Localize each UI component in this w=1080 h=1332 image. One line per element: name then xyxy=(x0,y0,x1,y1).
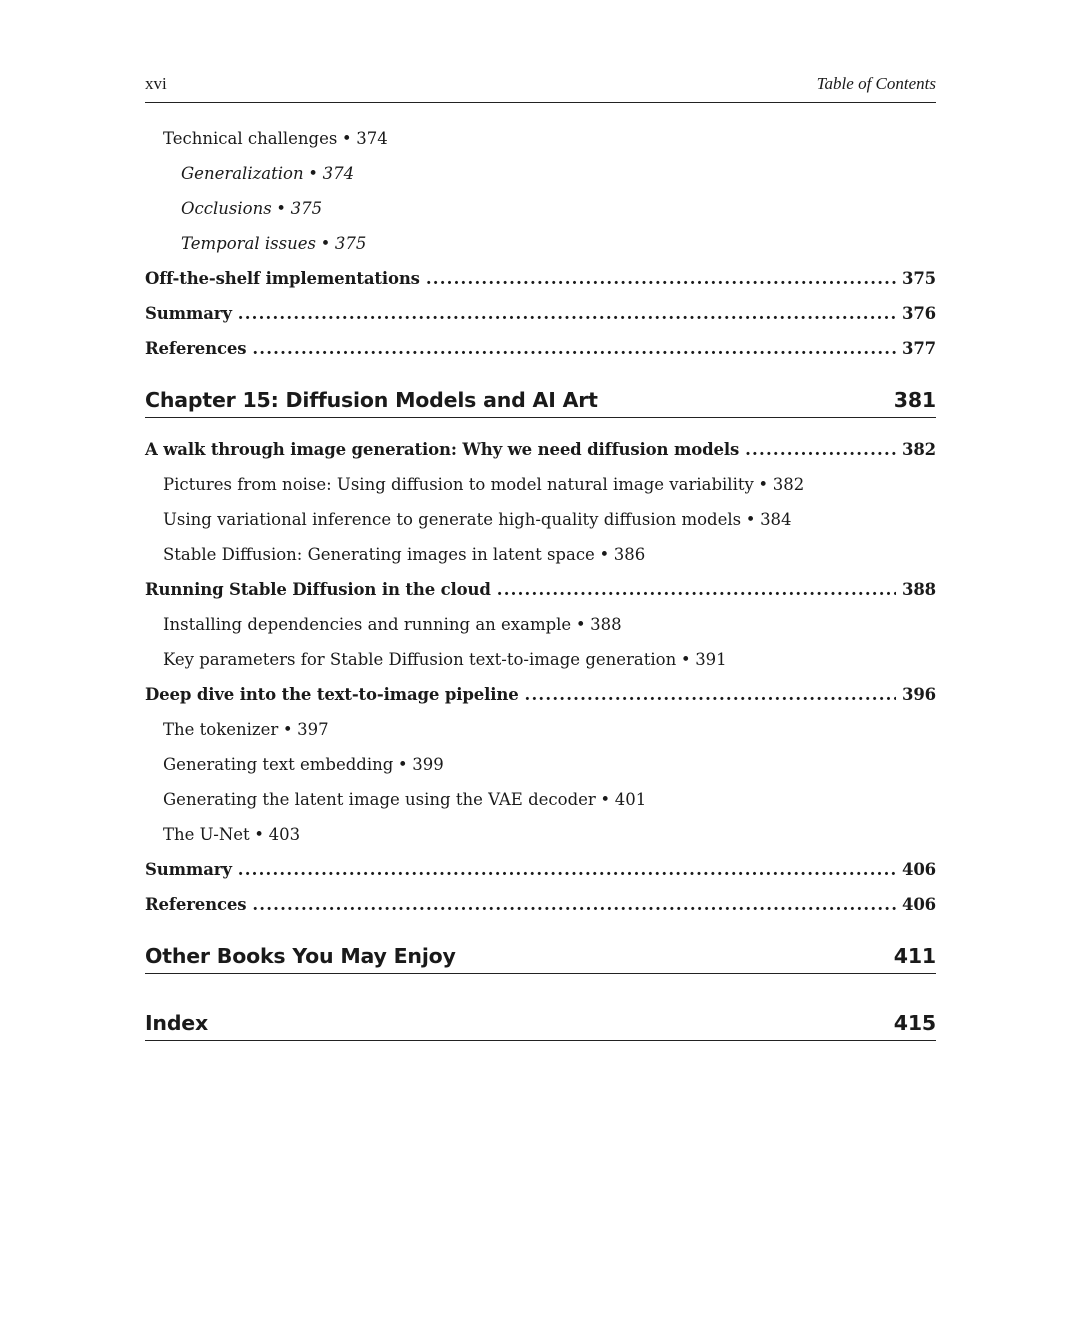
entry-title: Generalization xyxy=(181,164,304,183)
toc-entry-installing-dependencies[interactable] xyxy=(163,610,936,640)
toc-entry-vae-decoder[interactable] xyxy=(163,785,936,815)
entry-page: 406 xyxy=(902,895,936,914)
toc-entry-off-the-shelf[interactable] xyxy=(145,264,936,294)
chapter-page: 381 xyxy=(893,388,936,412)
running-title: Table of Contents xyxy=(816,74,936,93)
entry-page: 401 xyxy=(614,790,647,809)
toc-entry-deep-dive[interactable] xyxy=(145,680,936,710)
entry-title: Running Stable Diffusion in the cloud xyxy=(145,580,491,599)
entry-page: 375 xyxy=(902,269,936,288)
entry-title: Key parameters for Stable Diffusion text-to-image generation xyxy=(163,650,677,669)
bullet-separator: • xyxy=(282,720,293,739)
bullet-separator: • xyxy=(320,234,331,253)
toc-entry-references-prev[interactable] xyxy=(145,334,936,364)
running-header xyxy=(145,72,936,103)
toc-entry-variational-inference[interactable] xyxy=(163,505,936,535)
dot-leader xyxy=(238,855,896,885)
bullet-separator: • xyxy=(575,615,586,634)
bullet-separator: • xyxy=(600,790,611,809)
bullet-separator: • xyxy=(680,650,691,669)
chapter-page: 411 xyxy=(893,944,936,968)
entry-title: Pictures from noise: Using diffusion to model natural image variability xyxy=(163,475,754,494)
entry-title: A walk through image generation: Why we need diffusion models xyxy=(145,440,740,459)
entry-title: Generating text embedding xyxy=(163,755,394,774)
entry-title: Deep dive into the text-to-image pipeline xyxy=(145,685,519,704)
entry-title: Off-the-shelf implementations xyxy=(145,269,420,288)
entry-page: 375 xyxy=(290,199,323,218)
entry-title: Summary xyxy=(145,304,232,323)
heading-other-books[interactable] xyxy=(145,939,936,974)
toc-entry-occlusions[interactable] xyxy=(181,194,936,224)
entry-page: 375 xyxy=(334,234,367,253)
toc-entry-generalization[interactable] xyxy=(181,159,936,189)
toc-entry-pictures-from-noise[interactable] xyxy=(163,470,936,500)
entry-page: 382 xyxy=(902,440,936,459)
chapter-title: Chapter 15: Diffusion Models and AI Art xyxy=(145,388,598,412)
entry-page: 384 xyxy=(760,510,792,529)
toc-entry-running-in-cloud[interactable] xyxy=(145,575,936,605)
dot-leader xyxy=(238,299,896,329)
entry-page: 377 xyxy=(902,339,936,358)
entry-page: 382 xyxy=(772,475,805,494)
toc-entry-latent-space[interactable] xyxy=(163,540,936,570)
bullet-separator: • xyxy=(758,475,769,494)
toc-entry-technical-challenges[interactable] xyxy=(163,124,936,154)
heading-index[interactable] xyxy=(145,1006,936,1041)
entry-page: 399 xyxy=(412,755,444,774)
chapter-title: Other Books You May Enjoy xyxy=(145,944,456,968)
entry-page: 386 xyxy=(613,545,646,564)
bullet-separator: • xyxy=(341,129,352,148)
chapter-page: 415 xyxy=(893,1011,936,1035)
entry-title: Using variational inference to generate high-quality diffusion models xyxy=(163,510,742,529)
dot-leader xyxy=(745,435,896,465)
toc-entry-text-embedding[interactable] xyxy=(163,750,936,780)
entry-title: Installing dependencies and running an example xyxy=(163,615,572,634)
toc-entry-summary-ch15[interactable] xyxy=(145,855,936,885)
entry-page: 374 xyxy=(356,129,388,148)
entry-title: The tokenizer xyxy=(163,720,279,739)
toc-entry-key-parameters[interactable] xyxy=(163,645,936,675)
entry-title: Summary xyxy=(145,860,232,879)
page-folio: xvi xyxy=(145,74,167,93)
bullet-separator: • xyxy=(745,510,756,529)
toc-entry-temporal-issues[interactable] xyxy=(181,229,936,259)
toc-entry-references-ch15[interactable] xyxy=(145,890,936,920)
toc-entry-tokenizer[interactable] xyxy=(163,715,936,745)
dot-leader xyxy=(252,890,896,920)
dot-leader xyxy=(525,680,896,710)
dot-leader xyxy=(426,264,896,294)
entry-page: 397 xyxy=(297,720,329,739)
bullet-separator: • xyxy=(308,164,318,183)
entry-title: References xyxy=(145,895,247,914)
entry-page: 406 xyxy=(902,860,936,879)
entry-title: Occlusions xyxy=(181,199,272,218)
entry-title: Generating the latent image using the VAE decoder xyxy=(163,790,596,809)
entry-title: References xyxy=(145,339,247,358)
chapter-title: Index xyxy=(145,1011,209,1035)
entry-title: Temporal issues xyxy=(181,234,316,253)
entry-page: 403 xyxy=(268,825,301,844)
entry-page: 396 xyxy=(902,685,936,704)
bullet-separator: • xyxy=(276,199,287,218)
bullet-separator: • xyxy=(599,545,610,564)
chapter-heading-15[interactable] xyxy=(145,383,936,418)
entry-title: Stable Diffusion: Generating images in latent space xyxy=(163,545,595,564)
toc-entry-walk-through[interactable] xyxy=(145,435,936,465)
entry-page: 388 xyxy=(590,615,622,634)
entry-page: 374 xyxy=(322,164,355,183)
entry-page: 388 xyxy=(902,580,936,599)
entry-page: 376 xyxy=(902,304,936,323)
entry-title: Technical challenges xyxy=(163,129,338,148)
toc-entry-unet[interactable] xyxy=(163,820,936,850)
entry-page: 391 xyxy=(695,650,727,669)
dot-leader xyxy=(252,334,896,364)
bullet-separator: • xyxy=(254,825,265,844)
toc-entry-summary-prev[interactable] xyxy=(145,299,936,329)
bullet-separator: • xyxy=(397,755,408,774)
dot-leader xyxy=(497,575,896,605)
entry-title: The U-Net xyxy=(163,825,250,844)
